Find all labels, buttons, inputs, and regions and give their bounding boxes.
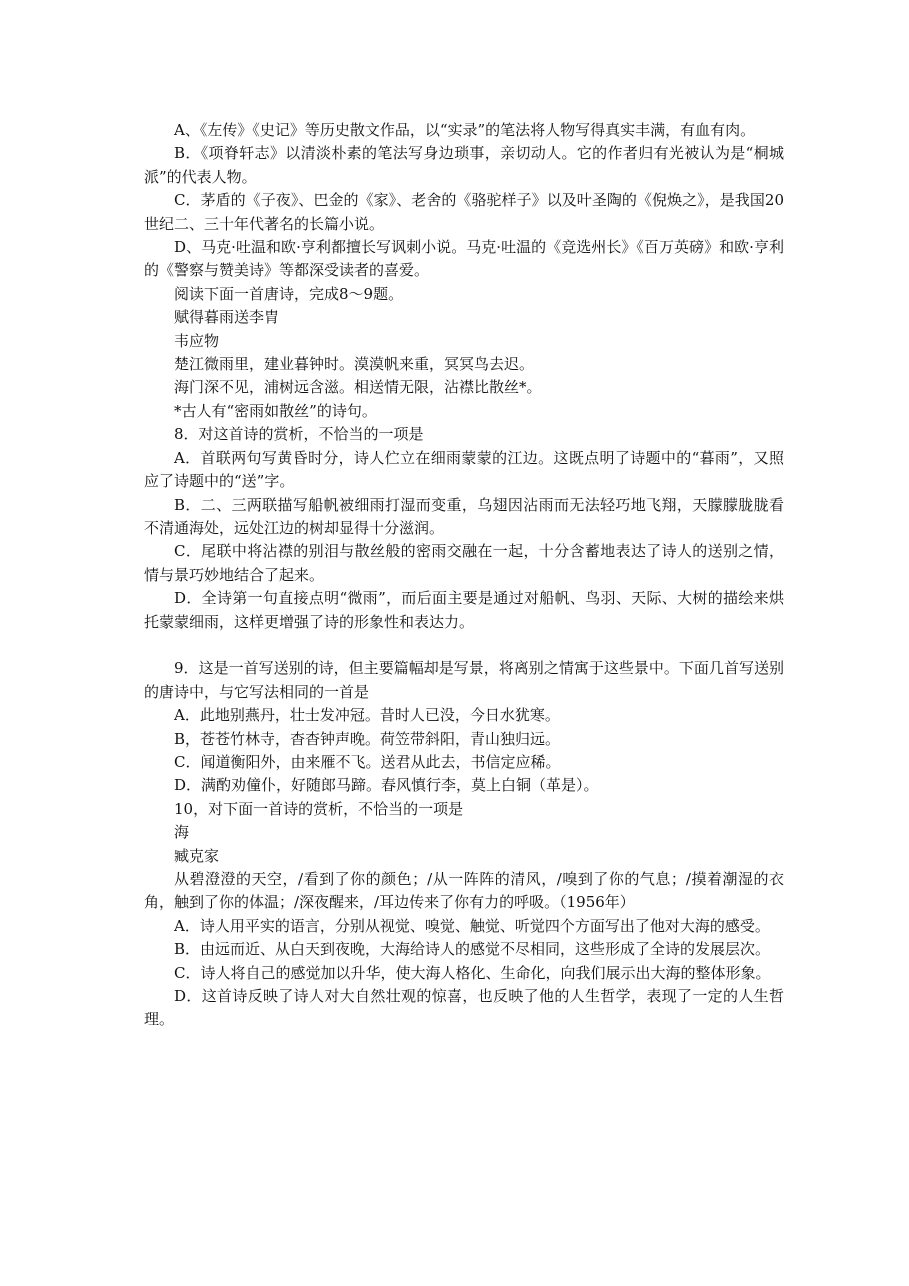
reading-instruction: 阅读下面一首唐诗，完成8～9题。 (174, 284, 404, 303)
blank-line (144, 634, 784, 657)
question-10-option-a: A．诗人用平实的语言，分别从视觉、嗅觉、触觉、听觉四个方面写出了他对大海的感受。 (174, 916, 770, 935)
poem2-text: 从碧澄澄的天空，/看到了你的颜色；/从一阵阵的清风，/嗅到了你的气息；/摸着潮湿的衣角，触到了你的体温；/深夜醒来，/耳边传来了你有力的呼吸。（1956年） (144, 869, 784, 912)
question-10: 10，对下面一首诗的赏析，不恰当的一项是 (174, 799, 464, 818)
question-10-option-d: D．这首诗反映了诗人对大自然壮观的惊喜，也反映了他的人生哲学，表现了一定的人生哲理。 (144, 987, 784, 1029)
poem-title: 赋得暮雨送李胄 (174, 308, 280, 327)
option-c-paragraph: C．茅盾的《子夜》、巴金的《家》、老舍的《骆驼样子》以及叶圣陶的《倪焕之》，是我国20世纪二、三十年代著名的长篇小说。 (144, 191, 784, 233)
question-10-option-b: B．由远而近、从白天到夜晚，大海给诗人的感觉不尽相同，这些形成了全诗的发展层次。 (174, 940, 771, 959)
question-8-option-d: D．全诗第一句直接点明“微雨”，而后面主要是通过对船帆、鸟羽、天际、大树的描绘来烘托蒙蒙细雨，这样更增强了诗的形象性和表达力。 (144, 589, 784, 631)
question-8-option-c: C．尾联中将沾襟的别泪与散丝般的密雨交融在一起，十分含蓄地表达了诗人的送别之情，情与景巧妙地结合了起来。 (144, 542, 784, 584)
question-8: 8．对这首诗的赏析，不恰当的一项是 (174, 425, 424, 444)
question-8-option-b: B．二、三两联描写船帆被细雨打湿而变重，乌翅因沾雨而无法轻巧地飞翔，天朦朦胧胧看不清通海处，远处江边的树却显得十分滋润。 (144, 495, 784, 537)
option-d-paragraph: D、马克·吐温和欧·亨利都擅长写讽刺小说。马克·吐温的《竞选州长》《百万英磅》和欧·亨利的《警察与赞美诗》等都深受读者的喜爱。 (144, 238, 784, 280)
question-10-option-c: C．诗人将自己的感觉加以升华，使大海人格化、生命化，向我们展示出大海的整体形象。 (174, 963, 771, 982)
poem-author: 韦应物 (174, 331, 220, 350)
poem-line-2: 海门深不见，浦树远含滋。相送情无限，沾襟比散丝*。 (174, 378, 542, 397)
question-9-option-d: D．满酌劝僮仆，好随郎马蹄。春风慎行李，莫上白铜（革是）。 (174, 776, 599, 795)
question-9-option-b: B，苍苍竹林寺，杳杳钟声晚。荷笠带斜阳，青山独归远。 (174, 729, 561, 748)
option-b-paragraph: B．《项脊轩志》以清淡朴素的笔法写身边琐事，亲切动人。它的作者归有光被认为是“桐城派”的代表人物。 (144, 144, 784, 186)
question-9-option-c: C．闻道衡阳外，由来雁不飞。送君从此去，书信定应稀。 (174, 752, 561, 771)
question-9: 9．这是一首写送别的诗，但主要篇幅却是写景，将离别之情寓于这些景中。下面几首写送别的唐诗中，与它写法相同的一首是 (144, 659, 784, 701)
document-body (144, 119, 784, 1032)
question-9-option-a: A．此地别燕丹，壮士发冲冠。昔时人已没，今日水犹寒。 (174, 706, 560, 725)
question-8-option-a: A．首联两句写黄昏时分，诗人伫立在细雨蒙蒙的江边。这既点明了诗题中的“暮雨”，又照应了诗题中的“送”字。 (144, 448, 784, 491)
poem2-title: 海 (174, 823, 190, 842)
option-a-paragraph: A、《左传》《史记》等历史散文作品，以“实录”的笔法将人物写得真实丰满，有血有肉。 (174, 121, 756, 139)
poem2-author: 臧克家 (174, 846, 220, 865)
poem-line-1: 楚江微雨里，建业暮钟时。漠漠帆来重，冥冥鸟去迟。 (174, 355, 535, 374)
poem-footnote: *古人有“密雨如散丝”的诗句。 (174, 401, 377, 420)
